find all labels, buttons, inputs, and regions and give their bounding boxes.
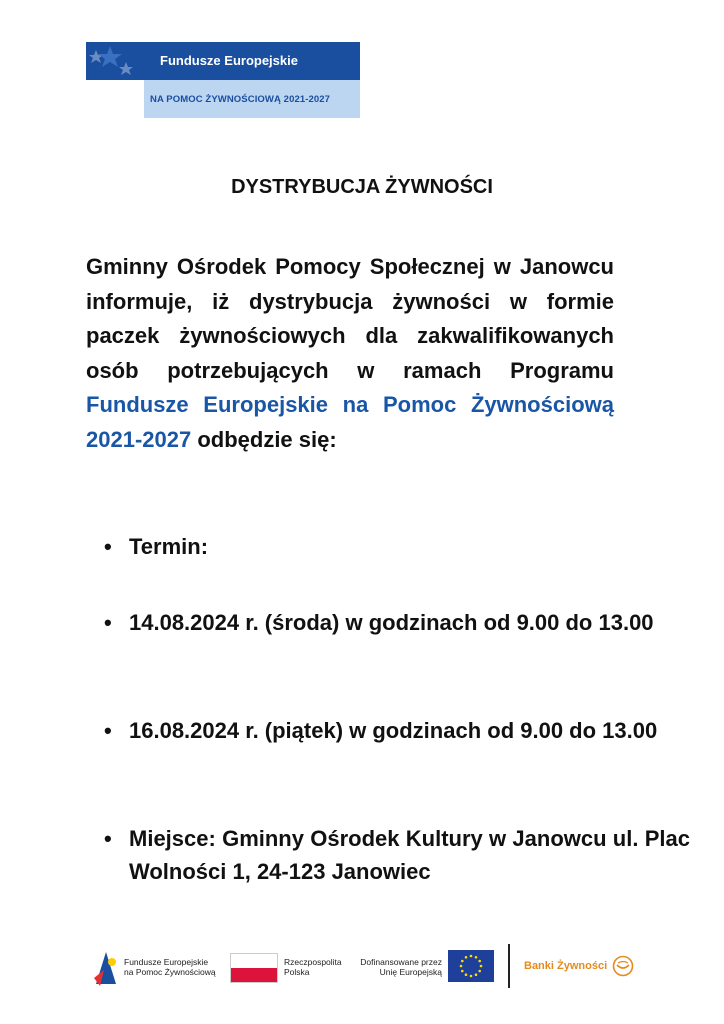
page-title: DYSTRYBUCJA ŻYWNOŚCI [231, 176, 493, 198]
list-item [104, 606, 690, 639]
fe-logo-title: Fundusze Europejskie [160, 53, 298, 68]
fe-header-logo [86, 42, 360, 118]
footer-logos [88, 940, 648, 996]
list-item-text: Miejsce: Gminny Ośrodek Kultury w Janowcu ul. Plac Wolności 1, 24-123 Janowiec [129, 826, 690, 884]
list-item [104, 714, 690, 747]
banki-zywnosci-label: Banki Żywności [524, 960, 608, 972]
eu-flag-icon [448, 950, 494, 982]
fe-footer-label: Fundusze Europejskie na Pomoc Żywnościową [124, 957, 216, 977]
banki-zywnosci-icon [612, 955, 634, 977]
bullet-icon: • [104, 610, 112, 635]
fe-logo-subtitle: NA POMOC ŻYWNOŚCIOWĄ 2021-2027 [150, 94, 331, 105]
list-item-text: Termin: [129, 534, 209, 559]
rp-footer-label: Rzeczpospolita Polska [284, 957, 342, 977]
intro-text-start: Gminny Ośrodek Pomocy Społecznej w Janowcu informuje, iż dystrybucja żywności w formie paczek żywnościowych dla zakwalifikowanych osób potrzebujących w ramach Programu [86, 254, 614, 383]
eu-stars-icon [86, 42, 144, 80]
intro-paragraph [86, 250, 614, 457]
list-item-text: 16.08.2024 r. (piątek) w godzinach od 9.00 do 13.00 [129, 718, 658, 743]
program-name: Fundusze Europejskie na Pomoc Żywnościową 2021-2027 [86, 392, 614, 452]
bullet-icon: • [104, 534, 112, 559]
list-item [104, 530, 690, 563]
intro-text-end: odbędzie się: [191, 426, 337, 452]
list-item-text: 14.08.2024 r. (środa) w godzinach od 9.00 do 13.00 [129, 610, 654, 635]
bullet-icon: • [104, 826, 112, 851]
eu-footer-label: Dofinansowane przez Unię Europejską [360, 957, 442, 977]
poland-flag-icon [230, 953, 278, 983]
footer-divider [508, 944, 510, 988]
fe-emblem-icon [92, 948, 120, 988]
bullet-icon: • [104, 718, 112, 743]
list-item [104, 822, 690, 888]
